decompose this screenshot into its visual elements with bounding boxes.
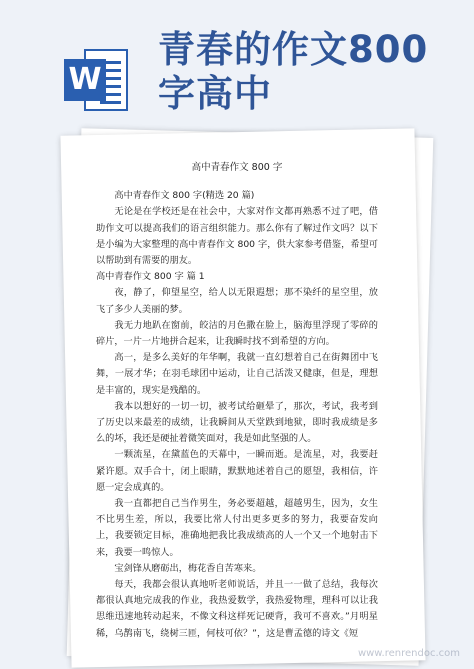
document-body <box>96 160 378 650</box>
watermark: www.renrendoc.com <box>357 648 460 659</box>
body-paragraph: 我本以想好的一切一切，被考试给砸晕了，那次，考试，我考到了历史以来最差的成绩，让我瞬间从天堂跌到地狱，即时我成绩是多么的坏，我还是硬扯着微笑面对，我是如此坚强的人。 <box>96 400 378 445</box>
icon-line <box>100 101 121 104</box>
section-heading: 高中青春作文 800 字 篇 1 <box>96 271 205 283</box>
body-paragraph: 夜，静了，仰望星空，给人以无限遐想；那不染纤的星空里，放飞了多少人美丽的梦。 <box>96 287 378 315</box>
page-title: 青春的作文800字高中 <box>158 28 429 115</box>
body-paragraph: 高一，是多么美好的年华啊，我就一直幻想着自己在街舞团中飞舞，一展才华；在羽毛球团中运动，让自己活泼又健康，但是，理想是丰富的，现实是残酷的。 <box>96 352 378 396</box>
body-paragraph: 宝剑锋从磨砺出，梅花香自苦寒来。 <box>114 562 262 574</box>
body-paragraph: 我一直都把自己当作男生，务必要超越，超越男生，因为，女生不比男生差，所以，我要比常人付出更多更多的努力，我要奋发向上，我要锁定目标，准确地把我比我成绩高的人一个又一个地射击下来，我要一鸣惊人。 <box>96 498 378 558</box>
word-document-icon <box>62 45 132 117</box>
document-title: 高中青春作文 800 字 <box>191 162 283 173</box>
document-subtitle: 高中青春作文 800 字(精选 20 篇) <box>114 190 255 202</box>
body-paragraph: 我无力地趴在窗前，皎洁的月色撒在脸上，脑海里浮现了零碎的碎片，一片一片地拼合起来，让我瞬时找不到希望的方向。 <box>96 319 378 348</box>
body-paragraph: 一颗流星，在黛蓝色的天幕中，一瞬而逝。是流星，对，我要赶紧许愿。双手合十，闭上眼睛，默默地述着自己的愿望，我相信，许愿一定会成真的。 <box>96 449 378 493</box>
body-paragraph: 每天，我都会很认真地听老师说话，并且一一做了总结，我每次都很认真地完成我的作业，我热爱数学，我热爱物理，理科可以让我思维迅速地转动起来，不像文科这样死记硬背，我可不喜欢。”月明星稀，乌鹊南飞，绕树三匝，何枝可依？”，这是曹孟德的诗文《短 <box>96 579 378 639</box>
word-w-badge: W <box>64 59 106 101</box>
intro-paragraph: 无论是在学校还是在社会中，大家对作文都再熟悉不过了吧，借助作文可以提高我们的语言组织能力。那么你有了解过作文吗？以下是小编为大家整理的高中青春作文 800 字，供大家参考借鉴，希望可以帮助到有需要的朋友。 <box>96 206 378 267</box>
